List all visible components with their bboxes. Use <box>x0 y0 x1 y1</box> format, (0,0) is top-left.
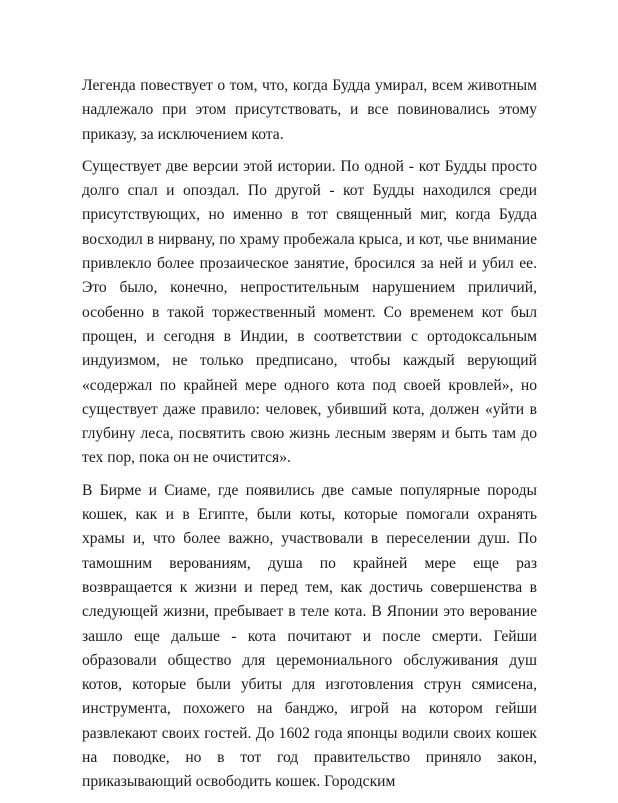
paragraph-burma-siam: В Бирме и Сиаме, где появились две самые популярные породы кошек, как и в Египте, были коты, которые помогали охранять храмы и, что более важно, участвовали в переселении душ. По тамошним верованиям, душа по крайней мере еще раз возвращается к жизни и перед тем, как достичь совершенства в следующей жизни, пребывает в теле кота. В Японии это верование зашло еще дальше - кота почитают и после смерти. Гейши образовали общество для церемониального обслуживания душ котов, которые были убиты для изготовления струн сямисена, инструмента, похожего на банджо, игрой на котором гейши развлекают своих гостей. До 1602 года японцы водили своих кошек на поводке, но в тот год правительство приняло закон, приказывающий освободить кошек. Городским <box>82 481 537 791</box>
document-page <box>82 74 537 803</box>
paragraph-two-versions: Существует две версии этой истории. По одной - кот Будды просто долго спал и опоздал. По другой - кот Будды находился среди присутствующих, но именно в тот священный миг, когда Будда восходил в нирвану, по храму пробежала крыса, и кот, чье внимание привлекло более прозаическое занятие, бросился за ней и убил ее. Это было, конечно, непростительным нарушением приличий, особенно в такой торжественный момент. Со временем кот был прощен, и сегодня в Индии, в соответствии с ортодоксальным индуизмом, не только предписано, чтобы каждый верующий «содержал по крайней мере одного кота под своей кровлей», но существует даже правило: человек, убивший кота, должен «уйти в глубину леса, посвятить свою жизнь лесным зверям и быть там до тех пор, пока он не очистится». <box>82 157 537 467</box>
paragraph-buddha-legend: Легенда повествует о том, что, когда Будда умирал, всем животным надлежало при этом присутствовать, и все повиновались этому приказу, за исключением кота. <box>82 77 537 143</box>
